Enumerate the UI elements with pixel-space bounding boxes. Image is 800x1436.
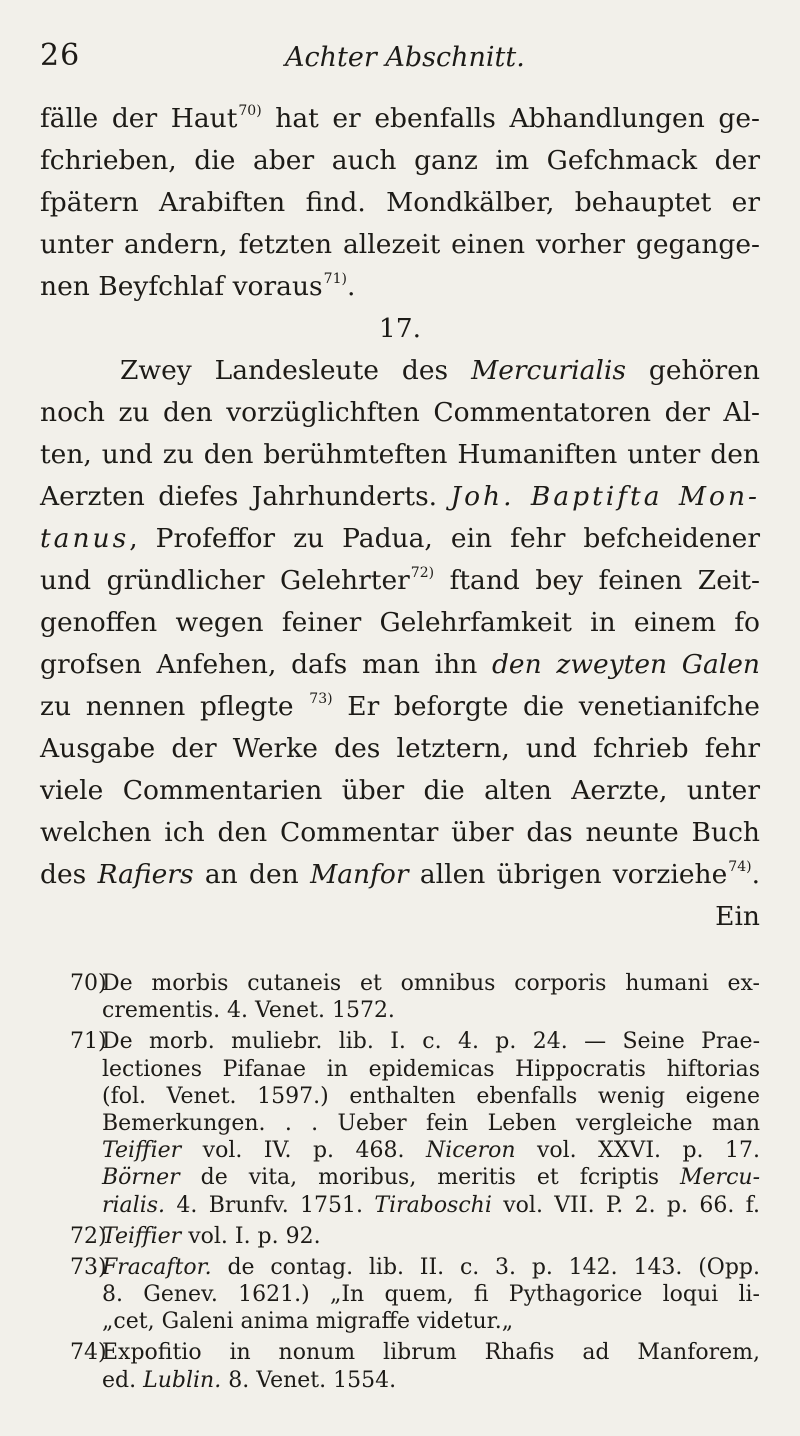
- text-line: noch zu den vorzüglichften Commentatoren der Al-: [40, 397, 760, 428]
- text-line: Aerzten diefes Jahrhunderts. Joh. Baptifta Mon-: [40, 481, 760, 512]
- footnote-number: 70): [70, 971, 107, 996]
- footnote-71: 71) De morb. muliebr. lib. I. c. 4. p. 24. — Seine Prae- lectiones Pifanae in epidemicas Hippocratis hiftorias (fol. Venet. 1597.) enthalten ebenfalls wenig eigene Bemerkungen. . . Ueber fein Leben vergleiche man Teiffier vol. IV. p. 468. Niceron vol. XXVI. p. 17. Börner de vita, moribus, meritis et fcriptis Mercu- rialis. 4. Brunfv. 1751. Tiraboschi vol. VII. P. 2. p. 66. f.: [70, 1029, 761, 1218]
- text-line: und gründlicher Gelehrter$^{72)}$ ftand bey feinen Zeit-: [40, 565, 760, 596]
- text-line: fpätern Arabiften find. Mondkälber, behauptet er: [40, 187, 760, 218]
- text-line: ten, und zu den berühmteften Humaniften unter den: [40, 439, 760, 470]
- emphasis: den zweyten Galen: [491, 649, 760, 680]
- text-line: genoffen wegen feiner Gelehrfamkeit in einem fo: [40, 607, 760, 638]
- footnote-ref[interactable]: 74): [728, 859, 752, 875]
- page-header: [40, 38, 770, 78]
- section-number: 17.: [378, 313, 422, 344]
- person-name: Mercurialis: [471, 355, 626, 386]
- footnote-72: 72) Teiffier vol. I. p. 92.: [70, 1223, 321, 1249]
- catchword: Ein: [715, 901, 760, 932]
- footnote-number: 74): [70, 1340, 107, 1366]
- text-line: grofsen Anfehen, dafs man ihn den zweyten Galen: [40, 649, 760, 680]
- person-name: Manfor: [310, 859, 409, 890]
- footnote-ref[interactable]: 72): [410, 565, 435, 581]
- text-line: Zwey Landesleute des Mercurialis gehören: [120, 355, 760, 386]
- text-line: nen Beyfchlaf voraus$^{71)}$.: [40, 271, 356, 302]
- footnote-74: 74) Expofitio in nonum librum Rhafis ad Manforem, ed. Lublin. 8. Venet. 1554.: [70, 1340, 760, 1393]
- person-name: Joh. Baptifta Mon-: [450, 481, 760, 512]
- person-name: tanus: [40, 523, 130, 554]
- footnote-number: 73): [70, 1254, 107, 1280]
- footnote-ref[interactable]: 71): [323, 271, 347, 287]
- person-name: Rafiers: [97, 859, 194, 890]
- footnote-number: 72): [70, 1223, 107, 1249]
- text-line: unter andern, fetzten allezeit einen vorher gegange-: [40, 229, 760, 260]
- main-text: [40, 98, 760, 938]
- footnote-ref[interactable]: 73): [309, 691, 333, 707]
- text-line: zu nennen pflegte $^{73)}$ Er beforgte die venetianifche: [40, 691, 760, 722]
- footnote-ref[interactable]: 70): [238, 103, 262, 119]
- text-line: viele Commentarien über die alten Aerzte, unter: [40, 775, 760, 806]
- text-line: Ausgabe der Werke des letztern, und fchrieb fehr: [40, 733, 760, 764]
- footnote-70: 70) De morbis cutaneis et omnibus corporis humani ex- crementis. 4. Venet. 1572.: [70, 971, 760, 1024]
- text-line: tanus, Profeffor zu Padua, ein fehr befcheidener: [40, 523, 760, 554]
- footnote-73: 73) Fracaftor. de contag. lib. II. c. 3. p. 142. 143. (Opp. 8. Genev. 1621.) „In quem, fi Pythagorice loqui li- „cet, Galeni anima migraffe videtur.„: [70, 1254, 760, 1335]
- page-number: 26: [40, 38, 81, 73]
- text-line: des Rafiers an den Manfor allen übrigen vorziehe$^{74)}$.: [40, 859, 760, 890]
- text-line: fchrieben, die aber auch ganz im Gefchmack der: [40, 145, 760, 176]
- running-head: Achter Abschnitt.: [285, 42, 525, 73]
- footnotes: [72, 970, 760, 1398]
- text-line: welchen ich den Commentar über das neunte Buch: [40, 817, 760, 848]
- footnote-number: 71): [70, 1029, 107, 1055]
- text-line: fälle der Haut$^{70)}$ hat er ebenfalls Abhandlungen ge-: [40, 103, 760, 134]
